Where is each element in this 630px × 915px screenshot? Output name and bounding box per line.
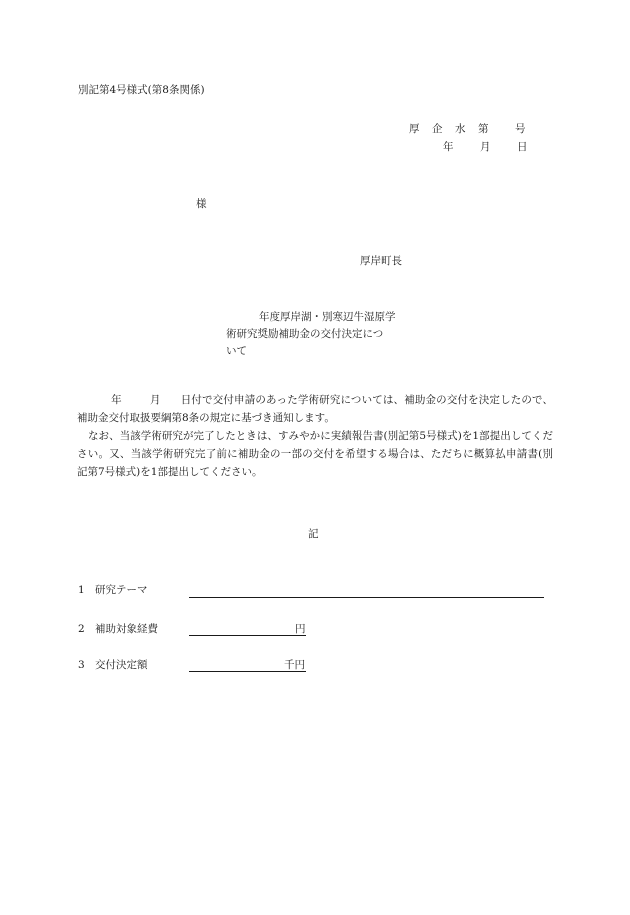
- ref-prefix-3: 水: [455, 123, 466, 135]
- item-label: 研究テーマ: [95, 584, 148, 596]
- subject-line-1: 年度厚岸湖・別寒辺牛湿原学: [259, 311, 396, 323]
- ref-prefix-2: 企: [432, 123, 443, 135]
- eligible-expenses-field[interactable]: [189, 621, 306, 636]
- item-eligible-expenses: [78, 624, 158, 635]
- paragraph-2: なお、当該学術研究が完了したときは、すみやかに実績報告書(別記第5号様式)を1部提出してください。又、当該学術研究完了前に補助金の一部の交付を希望する場合は、ただちに概算払申請書(別記第7号様式)を1部提出してください。: [77, 430, 553, 478]
- date-year-label: 年: [443, 141, 454, 153]
- reference-number: [409, 124, 526, 135]
- item-label: 交付決定額: [95, 659, 148, 671]
- date-month-label: 月: [480, 141, 491, 153]
- body-year-label: 年: [111, 394, 122, 406]
- subject-line-2: 術研究奨励補助金の交付決定につ: [226, 328, 384, 340]
- subject: [226, 309, 416, 360]
- ki-heading: 記: [308, 528, 319, 540]
- ref-prefix-1: 厚: [409, 123, 420, 135]
- item-label: 補助対象経費: [95, 623, 158, 635]
- item-number: 2: [78, 623, 85, 635]
- item-research-theme: [78, 585, 148, 596]
- recipient: 様: [196, 198, 207, 210]
- research-theme-field[interactable]: [189, 583, 544, 598]
- item-grant-amount: [78, 660, 148, 671]
- item-number: 3: [78, 659, 85, 671]
- subject-line-3: いて: [226, 345, 247, 357]
- paragraph-1: [77, 391, 553, 427]
- paragraph-1-text: 日付で交付申請のあった学術研究については、補助金の交付を決定したので、補助金交付取扱要綱第8条の規定に基づき通知します。: [77, 394, 553, 424]
- item-number: 1: [78, 584, 85, 596]
- date-day-label: 日: [517, 141, 528, 153]
- eligible-expenses-unit: 円: [295, 623, 306, 635]
- form-label: 別記第4号様式(第8条関係): [78, 84, 205, 96]
- body-month-label: 月: [149, 394, 161, 406]
- reference-date: [443, 142, 528, 153]
- grant-amount-unit: 千円: [284, 659, 305, 671]
- body-text: [77, 391, 553, 481]
- ref-number-suffix: 号: [515, 123, 526, 135]
- issuer: 厚岸町長: [360, 255, 402, 267]
- ref-prefix-4: 第: [478, 123, 489, 135]
